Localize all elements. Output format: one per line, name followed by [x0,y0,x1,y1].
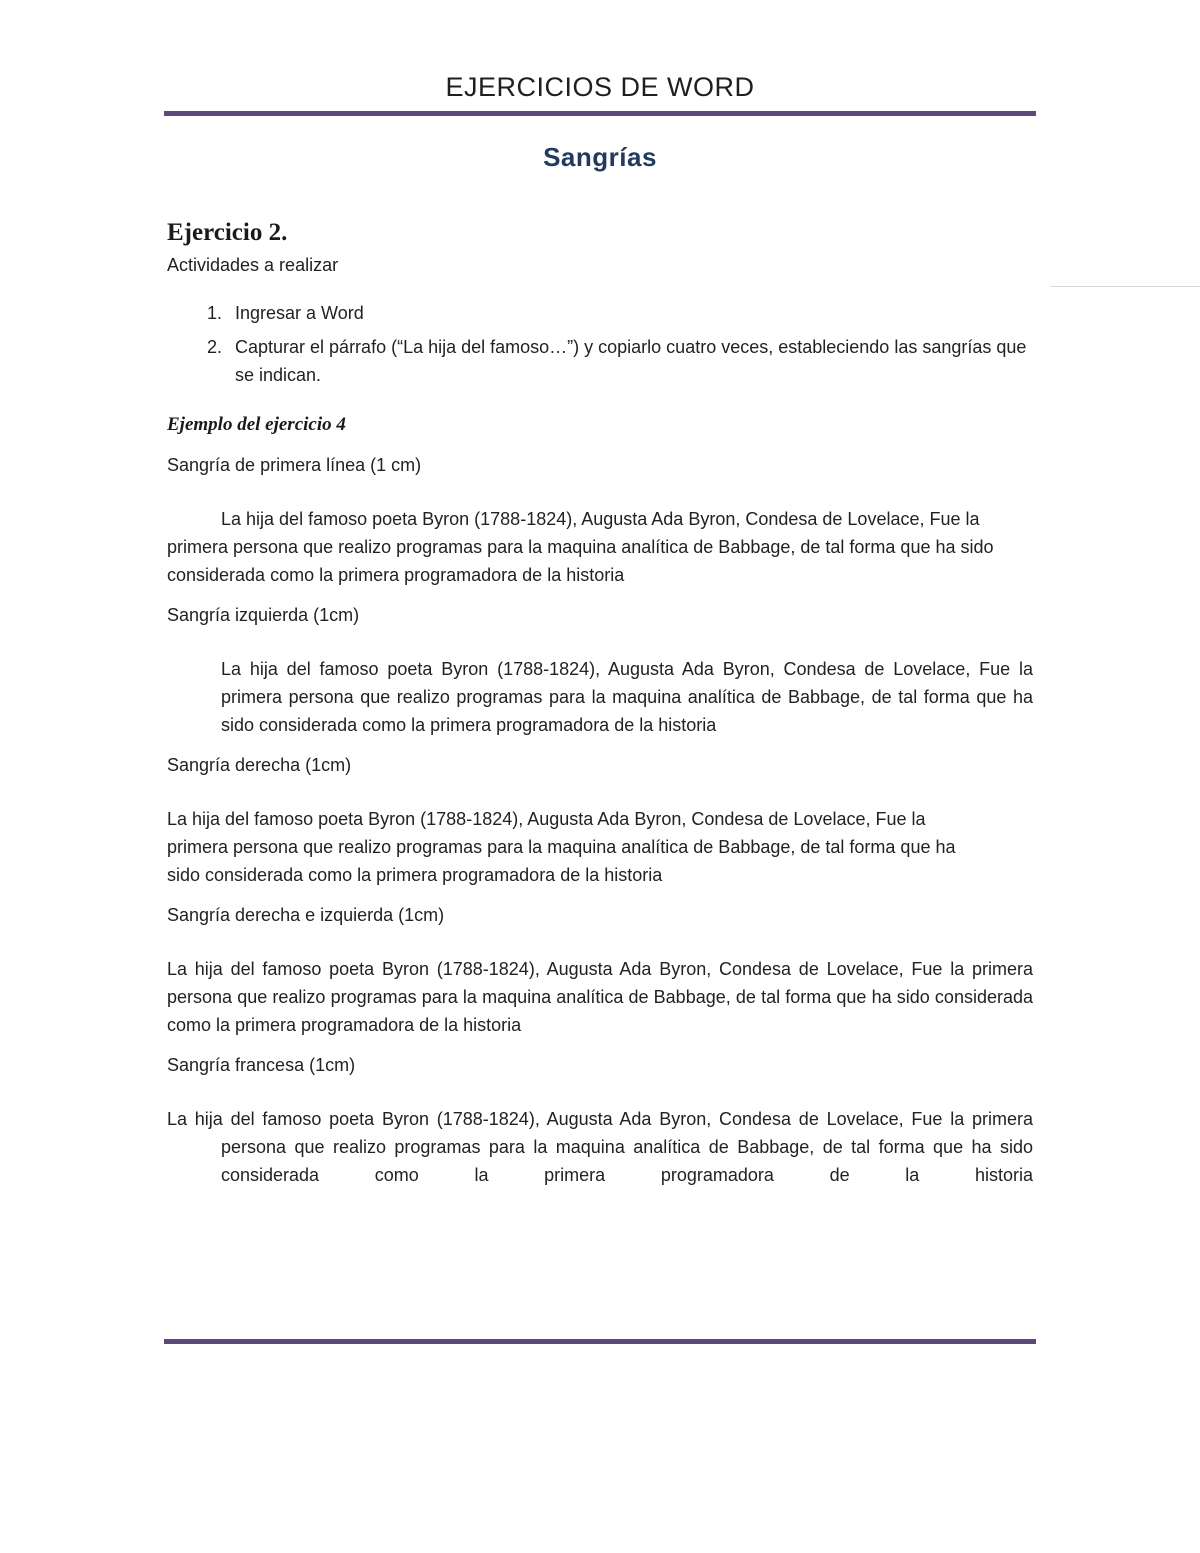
section-label-both: Sangría derecha e izquierda (1cm) [167,905,445,925]
example-heading: Ejemplo del ejercicio 4 [167,414,346,435]
document-title: Sangrías [543,142,657,172]
page-header-title: EJERCICIOS DE WORD [445,72,755,102]
list-item: 2. Capturar el párrafo (“La hija del famoso…”) y copiarlo cuatro veces, estableciendo las sangrías que se indican. [227,333,1033,389]
paragraph-first-line-indent: La hija del famoso poeta Byron (1788-1824), Augusta Ada Byron, Condesa de Lovelace, Fue la primera persona que realizo programas para la maquina analítica de Babbage, de tal forma que ha sido considerada como la primera programadora de la historia [167,509,994,585]
section-label-right: Sangría derecha (1cm) [167,755,352,775]
margin-marker [1050,286,1200,287]
paragraph-both-indent: La hija del famoso poeta Byron (1788-1824), Augusta Ada Byron, Condesa de Lovelace, Fue la primera persona que realizo programas para la maquina analítica de Babbage, de tal forma que ha sido considerada como la primera programadora de la historia [167,959,1033,1035]
paragraph-hanging-indent: La hija del famoso poeta Byron (1788-1824), Augusta Ada Byron, Condesa de Lovelace, Fue la primera persona que realizo programas para la maquina analítica de Babbage, de tal forma que ha sido considerada como la primera programadora de la historia [167,1109,1033,1185]
steps-list [167,299,1033,389]
exercise-heading: Ejercicio 2. [167,219,288,246]
paragraph-right-indent: La hija del famoso poeta Byron (1788-1824), Augusta Ada Byron, Condesa de Lovelace, Fue la primera persona que realizo programas para la maquina analítica de Babbage, de tal forma que ha sido considerada como la primera programadora de la historia [167,809,956,885]
header-rule [164,111,1036,116]
footer-rule [164,1339,1036,1344]
document-body [167,215,1033,1189]
section-label-left: Sangría izquierda (1cm) [167,605,360,625]
section-label-first-line: Sangría de primera línea (1 cm) [167,455,422,475]
list-item: 1. Ingresar a Word [227,299,1033,327]
section-label-hanging: Sangría francesa (1cm) [167,1055,356,1075]
paragraph-left-indent: La hija del famoso poeta Byron (1788-1824), Augusta Ada Byron, Condesa de Lovelace, Fue la primera persona que realizo programas para la maquina analítica de Babbage, de tal forma que ha sido considerada como la primera programadora de la historia [221,659,1033,735]
activities-subtitle: Actividades a realizar [167,255,339,275]
